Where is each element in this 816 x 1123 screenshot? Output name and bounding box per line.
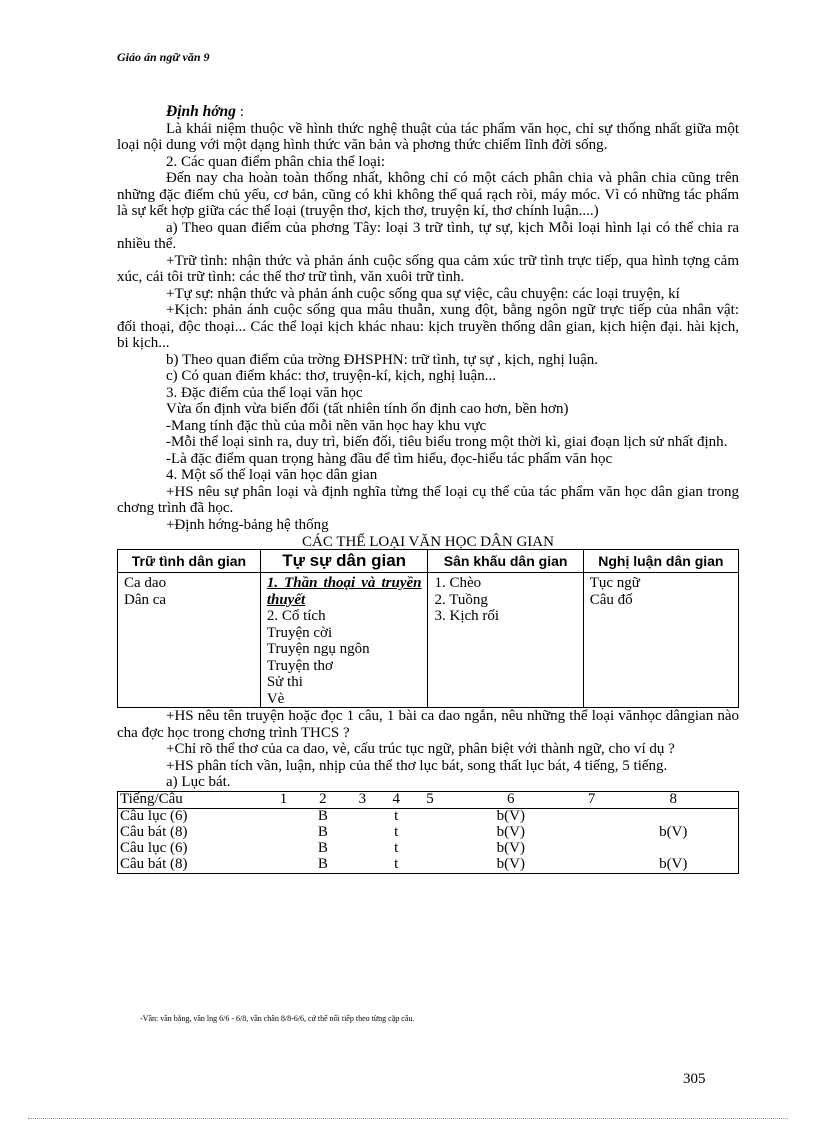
table-cell: t <box>394 840 399 856</box>
list-item: Truyện thơ <box>266 657 333 674</box>
paragraph: Là khái niệm thuộc về hình thức nghệ thuật của tác phẩm văn học, chỉ sự thống nhất giữa một loại nội dung với một dạng hình thức văn bản và phơng thức chiếm lĩnh đời sống. <box>117 120 739 153</box>
meter-table <box>117 791 739 874</box>
page-border-dots <box>28 1118 788 1119</box>
table-header: 1 <box>267 791 301 808</box>
table-cell: B <box>317 808 328 824</box>
paragraph: +HS nêu sự phân loại và định nghĩa từng thể loại cụ thể của tác phẩm văn học dân gian trong chơng trình đã học. <box>117 483 739 516</box>
table-cell <box>346 808 380 825</box>
body-text <box>117 104 739 874</box>
table-cell <box>413 825 447 841</box>
footnote: -Vần: vần bằng, vần lng 6/6 - 6/8, vần chân 8/8-6/6, cứ thế nối tiếp theo từng cặp câu. <box>140 1014 415 1023</box>
paragraph: Đến nay cha hoàn toàn thống nhất, không chỉ có một cách phân chia và phân chia cũng trên những đặc điểm chủ yếu, cơ bản, cũng có khi không thể quá rạch ròi, máy móc. Vì có những tác phẩm là sự kết hợp giữa các thể loại (truyện thơ, kịch thơ, truyện kí, thơ chính luận....) <box>117 170 739 219</box>
table-cell <box>267 841 301 857</box>
paragraph: +Kịch: phản ánh cuộc sống qua mâu thuẫn, xung đột, bằng ngôn ngữ trực tiếp của nhân vật: đối thoại, độc thoại... Các thể loại kịch khác nhau: kịch truyền thống dân gian, kịch hiện đại. hài kịch, bi kịch... <box>117 302 739 351</box>
paragraph: -Mang tính đặc thù của mỗi nền văn học hay khu vực <box>166 417 487 434</box>
list-item: 1. Thần thoại và truyền thuyết <box>266 575 422 608</box>
paragraph: -Là đặc điểm quan trọng hàng đầu để tìm hiểu, đọc-hiểu tác phẩm văn học <box>166 450 613 467</box>
page-header: Giáo án ngữ văn 9 <box>117 50 210 64</box>
table-cell: b(V) <box>659 856 688 872</box>
table-cell <box>260 573 428 708</box>
table-cell: t <box>394 856 399 872</box>
table-header: Trữ tình dân gian <box>118 550 261 573</box>
list-item: Truyện cời <box>266 624 333 641</box>
table-header: 6 <box>447 791 575 808</box>
table-cell: b(V) <box>496 808 525 824</box>
table-cell <box>575 857 609 874</box>
list-item: 2. Tuồng <box>434 591 488 608</box>
table-header: 7 <box>575 791 609 808</box>
list-item: Sử thi <box>266 674 303 690</box>
paragraph: Vừa ổn định vừa biến đổi (tất nhiên tính ổn định cao hơn, bền hơn) <box>166 401 569 417</box>
list-item: 1. Chèo <box>434 575 482 591</box>
table-cell <box>608 841 738 857</box>
paragraph: +HS phân tích vần, luận, nhịp của thể thơ lục bát, song thất lục bát, 4 tiếng, 5 tiếng. <box>166 757 668 774</box>
table-cell: B <box>317 824 328 840</box>
table-header: Nghị luận dân gian <box>583 550 738 573</box>
table-row <box>118 857 739 874</box>
table-cell: b(V) <box>659 824 688 840</box>
table-header: 4 <box>379 791 413 808</box>
paragraph: 2. Các quan điểm phân chia thể loại: <box>166 153 386 170</box>
table-cell: B <box>317 856 328 872</box>
table-header: Tự sự dân gian <box>260 550 428 573</box>
paragraph: a) Lục bát. <box>166 774 231 790</box>
table-cell <box>118 573 261 708</box>
table-cell: t <box>394 824 399 840</box>
list-item: Ca dao <box>124 575 167 591</box>
table-cell <box>346 841 380 857</box>
table-header: Tiếng/Câu <box>118 791 267 808</box>
table-cell: B <box>317 840 328 856</box>
table-cell: b(V) <box>496 840 525 856</box>
table-cell <box>267 825 301 841</box>
table-cell <box>267 808 301 825</box>
genre-table <box>117 549 739 708</box>
paragraph: b) Theo quan điểm của trờng ĐHSPHN: trữ tình, tự sự , kịch, nghị luận. <box>166 351 598 368</box>
list-item: Câu đố <box>589 591 633 608</box>
paragraph: 4. Một số thể loại văn học dân gian <box>166 467 378 483</box>
list-item: Dân ca <box>124 591 167 608</box>
table-cell: b(V) <box>496 824 525 840</box>
table-cell <box>346 857 380 874</box>
paragraph: +HS nêu tên truyện hoặc đọc 1 câu, 1 bài ca dao ngắn, nêu những thể loại vănhọc dângian nào cha đợc học trong chơng trình THCS ? <box>117 708 739 741</box>
table-cell: Câu bát (8) <box>120 856 188 872</box>
table-cell <box>583 573 738 708</box>
table-header: 8 <box>608 791 738 808</box>
list-item: Tục ngữ <box>589 575 640 591</box>
paragraph: a) Theo quan điểm của phơng Tây: loại 3 trữ tình, tự sự, kịch Mỗi loại hình lại có thể chia ra nhiều thể. <box>117 219 739 252</box>
table-header: 2 <box>300 791 345 808</box>
table-cell <box>413 841 447 857</box>
list-item: 3. Kịch rối <box>434 608 500 624</box>
table-cell <box>575 825 609 841</box>
list-item: Truyện ngụ ngôn <box>266 641 370 657</box>
table-row <box>118 808 739 825</box>
table-cell <box>575 841 609 857</box>
paragraph: -Mỗi thể loại sinh ra, duy trì, biến đổi, tiêu biểu trong một thời kì, giai đoạn lịch sử nhất định. <box>166 434 728 450</box>
list-item: 2. Cổ tích <box>266 608 326 624</box>
table-cell <box>267 857 301 874</box>
table-cell <box>413 857 447 874</box>
table-header: Sân khấu dân gian <box>428 550 583 573</box>
table-cell <box>608 808 738 825</box>
table-cell <box>413 808 447 825</box>
table-header: 3 <box>346 791 380 808</box>
table-row <box>118 825 739 841</box>
table-row <box>118 841 739 857</box>
table-caption: CÁC THỂ LOẠI VĂN HỌC DÂN GIAN <box>302 534 554 550</box>
table-header: 5 <box>413 791 447 808</box>
paragraph: 3. Đặc điểm của thể loại văn học <box>166 384 363 401</box>
paragraph: +Định hớng-bảng hệ thống <box>166 516 329 533</box>
paragraph: +Trữ tình: nhận thức và phản ánh cuộc sống qua cảm xúc trữ tình trực tiếp, qua hình tợng cảm xúc, cái tôi trữ tình: các thể thơ trữ tình, văn xuôi trữ tình. <box>117 252 739 285</box>
paragraph: +Chỉ rõ thể thơ của ca dao, vè, cấu trúc tục ngữ, phân biệt với thành ngữ, cho ví dụ ? <box>166 741 675 757</box>
heading: Định hớng <box>166 103 236 120</box>
table-cell: Câu lục (6) <box>120 840 188 856</box>
table-cell: b(V) <box>496 856 525 872</box>
table-cell <box>575 808 609 825</box>
table-cell <box>428 573 583 708</box>
page-number: 305 <box>683 1071 706 1087</box>
paragraph: +Tự sự: nhận thức và phản ánh cuộc sống qua sự việc, câu chuyện: các loại truyện, kí <box>166 285 680 302</box>
heading-colon: : <box>239 104 244 120</box>
table-cell <box>346 825 380 841</box>
table-cell: Câu bát (8) <box>120 824 188 840</box>
list-item: Vè <box>266 690 285 707</box>
paragraph: c) Có quan điểm khác: thơ, truyện-kí, kịch, nghị luận... <box>166 368 496 384</box>
table-cell: t <box>394 808 399 824</box>
table-cell: Câu lục (6) <box>120 808 188 824</box>
